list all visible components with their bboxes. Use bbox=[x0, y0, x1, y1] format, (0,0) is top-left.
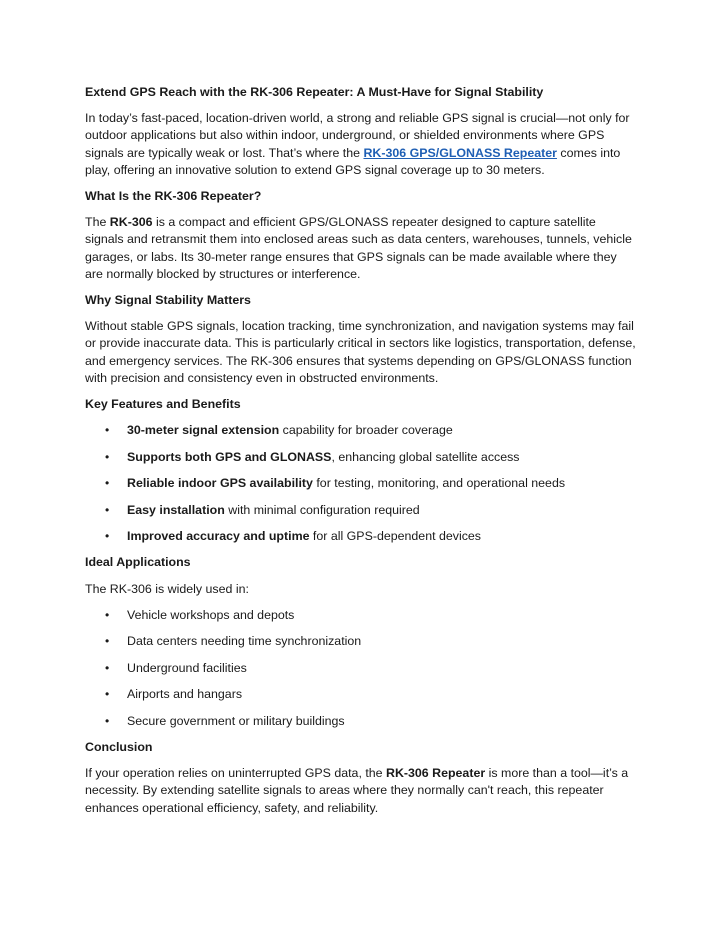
conclusion-paragraph bbox=[85, 765, 636, 817]
application-text: Airports and hangars bbox=[127, 687, 243, 702]
heading-applications: Ideal Applications bbox=[85, 555, 191, 570]
applications-intro: The RK-306 is widely used in: bbox=[85, 581, 249, 596]
application-text: Data centers needing time synchronization bbox=[127, 634, 362, 649]
conclusion-bold: RK-306 Repeater bbox=[386, 766, 486, 781]
heading-what-is: What Is the RK-306 Repeater? bbox=[85, 189, 262, 204]
what-is-pre: The bbox=[85, 215, 110, 230]
conclusion-text: is more than a tool—it’s a necessity. By extending satellite signals to areas where they normally can't reach, this repeater enhances operational efficiency, safety, and reliability. bbox=[85, 766, 629, 815]
list-item bbox=[85, 633, 636, 650]
what-is-bold: RK-306 bbox=[109, 215, 153, 230]
why-paragraph: Without stable GPS signals, location tracking, time synchronization, and navigation systems may fail or provide inaccurate data. This is particularly critical in sectors like logistics, transportation, defense, and emergency services. The RK-306 ensures that systems depending on GPS/GLONASS function with precision and consistency even in obstructed environments. bbox=[85, 319, 636, 385]
bullet-icon: • bbox=[105, 687, 110, 702]
bullet-icon: • bbox=[105, 713, 110, 728]
bullet-icon: • bbox=[105, 423, 110, 438]
list-item bbox=[85, 502, 636, 519]
list-item bbox=[85, 686, 636, 703]
heading-features: Key Features and Benefits bbox=[85, 397, 241, 412]
what-is-paragraph bbox=[85, 214, 636, 283]
feature-bold: Easy installation bbox=[127, 502, 225, 517]
feature-bold: Reliable indoor GPS availability bbox=[127, 476, 313, 491]
rk306-product-link[interactable]: RK-306 GPS/GLONASS Repeater bbox=[363, 145, 557, 160]
heading-why: Why Signal Stability Matters bbox=[85, 293, 251, 308]
bullet-icon: • bbox=[105, 502, 110, 517]
bullet-icon: • bbox=[105, 529, 110, 544]
bullet-icon: • bbox=[105, 476, 110, 491]
feature-bold: Supports both GPS and GLONASS bbox=[127, 449, 332, 464]
feature-rest: capability for broader coverage bbox=[279, 423, 453, 438]
list-item bbox=[85, 422, 636, 439]
list-item bbox=[85, 449, 636, 466]
list-item bbox=[85, 528, 636, 545]
applications-list bbox=[85, 607, 636, 730]
list-item bbox=[85, 607, 636, 624]
bullet-icon: • bbox=[105, 607, 110, 622]
bullet-icon: • bbox=[105, 449, 110, 464]
what-is-text: is a compact and efficient GPS/GLONASS repeater designed to capture satellite signals and retransmit them into enclosed areas such as data centers, warehouses, tunnels, vehicle garages, or labs. Its 30-meter range ensures that GPS signals can be made available where they are normally blocked by structures or interference. bbox=[85, 215, 632, 281]
bullet-icon: • bbox=[105, 660, 110, 675]
application-text: Vehicle workshops and depots bbox=[127, 607, 295, 622]
list-item bbox=[85, 660, 636, 677]
feature-rest: , enhancing global satellite access bbox=[331, 449, 520, 464]
conclusion-pre: If your operation relies on uninterrupted GPS data, the bbox=[85, 766, 386, 781]
bullet-icon: • bbox=[105, 634, 110, 649]
feature-bold: 30-meter signal extension bbox=[127, 423, 280, 438]
feature-rest: for all GPS-dependent devices bbox=[309, 529, 481, 544]
heading-conclusion: Conclusion bbox=[85, 740, 153, 755]
features-list bbox=[85, 422, 636, 545]
feature-rest: for testing, monitoring, and operational needs bbox=[312, 476, 566, 491]
list-item bbox=[85, 713, 636, 730]
feature-rest: with minimal configuration required bbox=[224, 502, 420, 517]
application-text: Underground facilities bbox=[127, 660, 247, 675]
intro-paragraph bbox=[85, 110, 636, 179]
intro-text-after: comes into play, offering an innovative solution to extend GPS signal coverage up to 30 meters. bbox=[85, 145, 621, 177]
document-title: Extend GPS Reach with the RK-306 Repeater: A Must-Have for Signal Stability bbox=[85, 85, 544, 99]
application-text: Secure government or military buildings bbox=[127, 713, 345, 728]
list-item bbox=[85, 475, 636, 492]
feature-bold: Improved accuracy and uptime bbox=[127, 529, 310, 544]
intro-text-before: In today’s fast-paced, location-driven world, a strong and reliable GPS signal is crucial—not only for outdoor applications but also within indoor, underground, or shielded environments where GPS signals are typically weak or lost. That’s where the bbox=[85, 111, 630, 160]
